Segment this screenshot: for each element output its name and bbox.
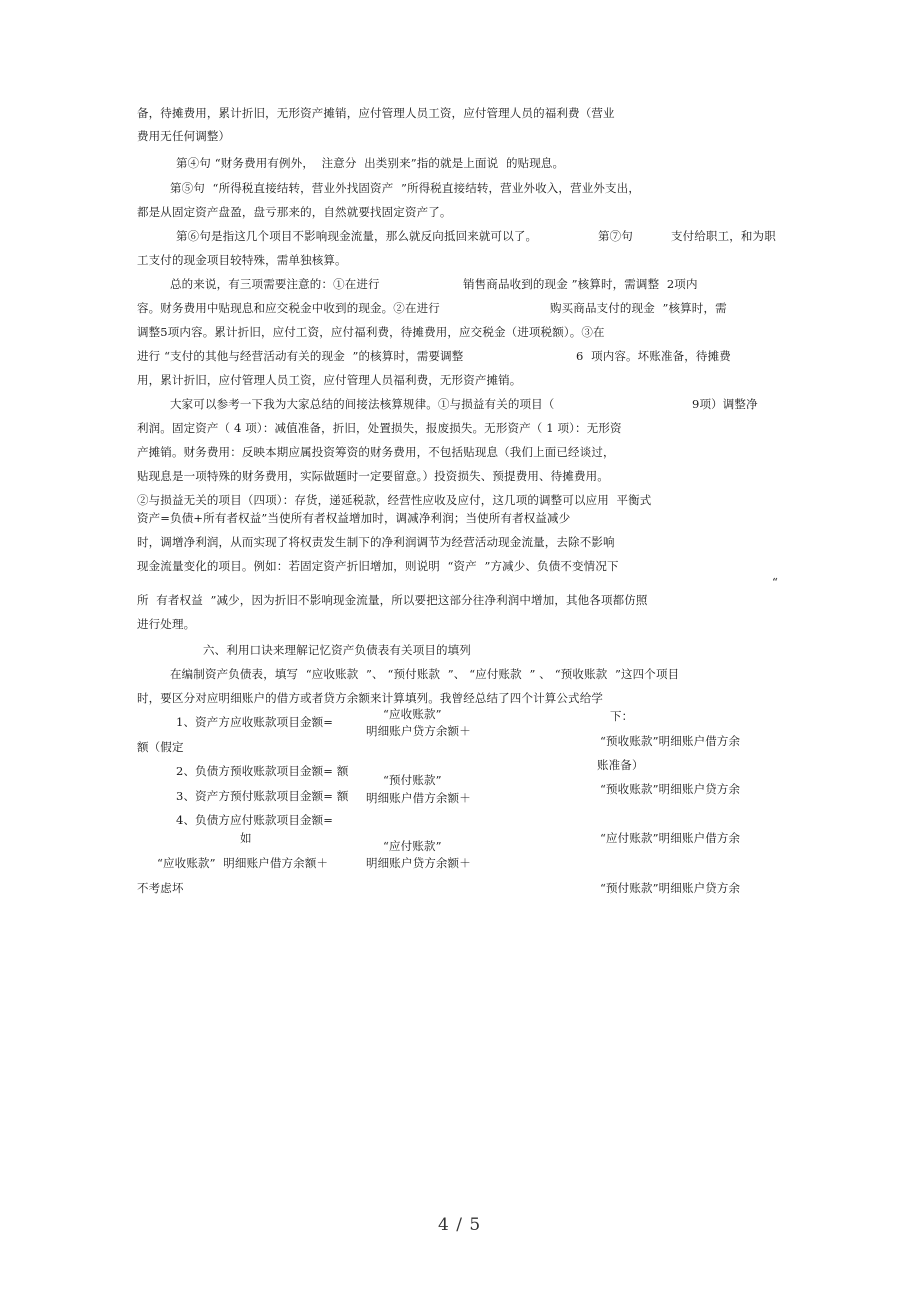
text-line: 账准备）: [597, 758, 644, 772]
text-line: 进行 “支付的其他与经营活动有关的现金 ”的核算时，需要调整: [137, 349, 464, 363]
text-line: 在编制资产负债表，填写 “应收账款 ”、 “预付账款 ”、 “应付账款 ” 、 “预收账款 ”这四个项目: [170, 667, 680, 681]
text-line: 利润。固定资产（ 4 项）：减值准备，折旧，处置损失，报废损失。无形资产（ 1 项）：无形资: [137, 421, 622, 435]
text-line: 支付给职工，和为职: [671, 229, 776, 243]
text-line: 用，累计折旧，应付管理人员工资，应付管理人员福利费，无形资产摊销。: [137, 373, 522, 387]
text-line: 资产=负债+所有者权益”当使所有者权益增加时，调减净利润；当使所有者权益减少: [137, 511, 571, 525]
formula-line: 4、负债方应付账款项目金额=: [176, 813, 334, 827]
text-line: “预付账款”: [383, 773, 442, 787]
text-line: 如: [240, 831, 252, 845]
text-line: 调整5项内容。累计折旧，应付工资，应付福利费，待摊费用，应交税金（进项税额）。③在: [137, 325, 605, 339]
text-line: 贴现息是一项特殊的财务费用，实际做题时一定要留意。）投资损失、预提费用、待摊费用。: [137, 469, 609, 483]
text-line: 第⑥句是指这几个项目不影响现金流量，那么就反向抵回来就可以了。: [176, 229, 538, 243]
text-line: 第⑤句 “所得税直接结转，营业外找固资产 ”所得税直接结转，营业外收入，营业外支出，: [170, 181, 640, 195]
text-line: 都是从固定资产盘盈，盘亏那来的，自然就要找固定资产了。: [137, 205, 452, 219]
text-line: 工支付的现金项目较特殊，需单独核算。: [137, 253, 347, 267]
text-line: “应收账款” 明细账户借方余额＋: [157, 856, 329, 870]
text-line: 容。财务费用中贴现息和应交税金中收到的现金。②在进行: [137, 301, 440, 315]
text-line: 购买商品支付的现金 ”核算时，需: [550, 301, 727, 315]
text-line: 所 有者权益 ”减少，因为折旧不影响现金流量，所以要把这部分往净利润中增加，其他各项都仿照: [137, 593, 648, 607]
text-line: “应付账款”: [383, 839, 442, 853]
formula-line: 3、资产方预付账款项目金额= 额: [176, 789, 349, 803]
text-line: 额（假定: [137, 740, 184, 754]
text-line: 第④句 “财务费用有例外， 注意分 出类别来”指的就是上面说 的贴现息。: [176, 156, 565, 170]
text-line: 明细账户贷方余额＋: [366, 856, 471, 870]
text-line: “应收账款”: [383, 707, 442, 721]
text-line: ②与损益无关的项目（四项）：存货，递延税款，经营性应收及应付，这几项的调整可以应用 平衡式: [137, 493, 652, 507]
text-line: “: [772, 575, 779, 589]
text-line: 不考虑坏: [137, 881, 184, 895]
text-line: 备，待摊费用，累计折旧，无形资产摊销，应付管理人员工资，应付管理人员的福利费（营业: [137, 106, 615, 120]
text-line: 大家可以参考一下我为大家总结的间接法核算规律。①与损益有关的项目（: [170, 397, 555, 411]
text-line: 第⑦句: [598, 229, 633, 243]
text-line: 费用无任何调整）: [137, 129, 231, 143]
text-line: “预收账款”明细账户借方余: [600, 734, 741, 748]
text-line: 产摊销。财务费用：反映本期应属投资筹资的财务费用，不包括贴现息（我们上面已经谈过，: [137, 445, 615, 459]
formula-line: 2、负债方预收账款项目金额= 额: [176, 764, 349, 778]
text-line: 进行处理。: [137, 617, 196, 631]
text-line: 明细账户贷方余额＋: [366, 724, 471, 738]
text-line: 6 项内容。坏账准备，待摊费: [576, 349, 731, 363]
text-line: 下：: [610, 709, 634, 723]
text-line: 明细账户借方余额＋: [366, 791, 471, 805]
text-line: 时，调增净利润，从而实现了将权责发生制下的净利润调节为经营活动现金流量，去除不影响: [137, 535, 615, 549]
formula-line: 1、资产方应收账款项目金额=: [176, 715, 334, 729]
page-number: 4 / 5: [438, 1215, 482, 1235]
text-line: “预收账款”明细账户贷方余: [600, 782, 741, 796]
text-line: “预付账款”明细账户贷方余: [600, 881, 741, 895]
text-line: 总的来说，有三项需要注意的：①在进行: [170, 277, 380, 291]
text-line: 销售商品收到的现金 ”核算时，需调整 2项内: [463, 277, 698, 291]
text-line: “应付账款”明细账户借方余: [600, 831, 741, 845]
text-line: 时，要区分对应明细账户的借方或者贷方余额来计算填列。我曾经总结了四个计算公式给学: [137, 691, 603, 705]
text-line: 现金流量变化的项目。例如：若固定资产折旧增加，则说明 “资产 ”方减少、负债不变情况下: [137, 559, 619, 573]
text-line: 9项）调整净: [692, 397, 758, 411]
section-heading: 六、利用口诀来理解记忆资产负债表有关项目的填列: [203, 643, 471, 657]
